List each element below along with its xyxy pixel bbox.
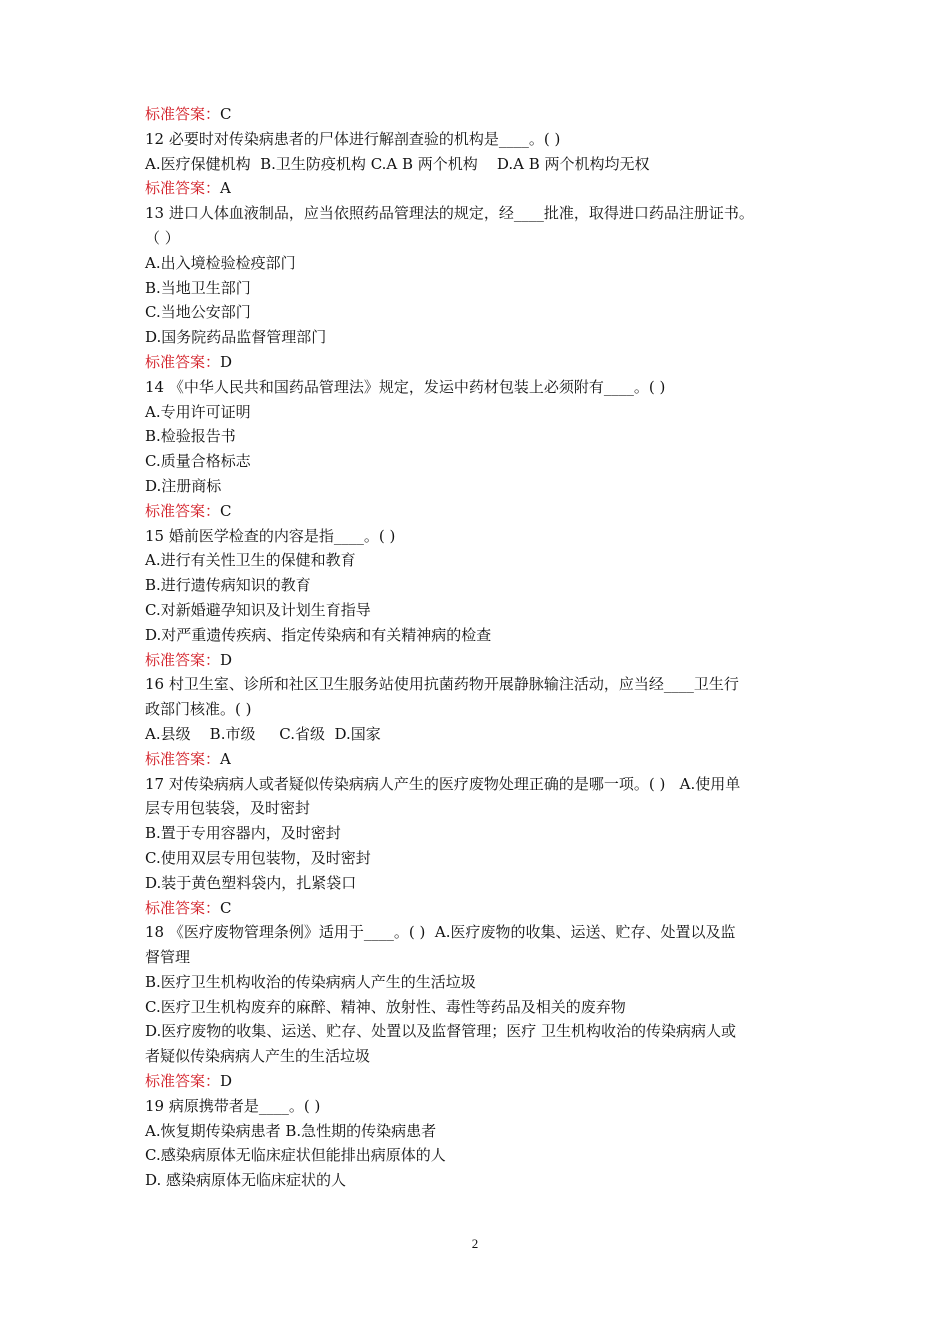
text-line: 18 《医疗废物管理条例》适用于____。( ) A.医疗废物的收集、运送、贮存、处置以及监: [145, 923, 736, 942]
text-line: D.注册商标: [145, 476, 222, 495]
answer-value: D: [220, 1072, 233, 1091]
text-line: B.置于专用容器内，及时密封: [145, 824, 341, 843]
text-line: 督管理: [145, 948, 191, 967]
text-line: A.医疗保健机构 B.卫生防疫机构 C.A B 两个机构 D.A B 两个机构均无权: [145, 154, 650, 173]
text-line: 层专用包装袋，及时密封: [145, 799, 311, 818]
text-line: C.使用双层专用包装物，及时密封: [145, 848, 371, 867]
answer-label: 标准答案：: [145, 501, 221, 520]
text-line: 政部门核准。( ): [145, 700, 252, 719]
text-line: 17 对传染病病人或者疑似传染病病人产生的医疗废物处理正确的是哪一项。( ) A.使用单: [145, 774, 741, 793]
text-line: 19 病原携带者是____。( ): [145, 1096, 321, 1115]
answer-label: 标准答案：: [145, 898, 221, 917]
page-number: 2: [471, 1236, 479, 1251]
text-line: 16 村卫生室、诊所和社区卫生服务站使用抗菌药物开展静脉输注活动，应当经____卫生行: [145, 675, 739, 694]
question-list: [145, 102, 810, 1193]
answer-label: 标准答案：: [145, 650, 221, 669]
text-line: D.国务院药品监督管理部门: [145, 328, 327, 347]
answer-value: D: [220, 650, 233, 669]
text-line: B.检验报告书: [145, 427, 236, 446]
answer-value: A: [220, 749, 231, 768]
text-line: D.装于黄色塑料袋内，扎紧袋口: [145, 873, 357, 892]
text-line: C.对新婚避孕知识及计划生育指导: [145, 600, 371, 619]
text-line: B.进行遗传病知识的教育: [145, 576, 311, 595]
answer-line: [145, 102, 810, 127]
answer-value: C: [220, 105, 232, 123]
answer-line: [145, 747, 810, 772]
answer-value: A: [220, 179, 231, 198]
answer-label: 标准答案：: [145, 749, 221, 768]
text-line: C.医疗卫生机构废弃的麻醉、精神、放射性、毒性等药品及相关的废弃物: [145, 997, 626, 1016]
answer-value: C: [220, 898, 232, 917]
text-line: D.医疗废物的收集、运送、贮存、处置以及监督管理；医疗 卫生机构收治的传染病病人或: [145, 1022, 737, 1041]
answer-line: [145, 1069, 810, 1094]
answer-value: C: [220, 501, 232, 520]
text-line: 者疑似传染病病人产生的生活垃圾: [145, 1047, 371, 1066]
answer-line: [145, 350, 810, 375]
text-line: A.进行有关性卫生的保健和教育: [145, 551, 356, 570]
text-line: 12 必要时对传染病患者的尸体进行解剖查验的机构是____。( ): [145, 129, 561, 148]
text-line: 14 《中华人民共和国药品管理法》规定，发运中药材包装上必须附有____。( ): [145, 377, 666, 396]
answer-label: 标准答案：: [145, 1072, 221, 1091]
text-line: D. 感染病原体无临床症状的人: [145, 1171, 347, 1190]
answer-label: 标准答案：: [145, 105, 221, 123]
text-line: 15 婚前医学检查的内容是指____。( ): [145, 526, 396, 545]
answer-line: [145, 176, 810, 201]
text-line: 13 进口人体血液制品，应当依照药品管理法的规定，经____批准，取得进口药品注册证书。: [145, 204, 754, 223]
text-line: A.出入境检验检疫部门: [145, 253, 296, 272]
text-line: B.医疗卫生机构收治的传染病病人产生的生活垃圾: [145, 972, 476, 991]
text-line: C.感染病原体无临床症状但能排出病原体的人: [145, 1146, 446, 1165]
answer-line: [145, 648, 810, 673]
text-line: A.恢复期传染病患者 B.急性期的传染病患者: [145, 1121, 437, 1140]
text-line: B.当地卫生部门: [145, 278, 251, 297]
text-line: D.对严重遗传疾病、指定传染病和有关精神病的检查: [145, 625, 492, 644]
answer-label: 标准答案：: [145, 179, 221, 198]
text-line: C.质量合格标志: [145, 452, 251, 471]
answer-label: 标准答案：: [145, 352, 221, 371]
answer-line: [145, 499, 810, 524]
text-line: A.专用许可证明: [145, 402, 251, 421]
text-line: A.县级 B.市级 C.省级 D.国家: [145, 724, 381, 743]
answer-line: [145, 896, 810, 921]
answer-value: D: [220, 352, 233, 371]
text-line: C.当地公安部门: [145, 303, 251, 322]
text-line: （ ）: [145, 228, 180, 247]
